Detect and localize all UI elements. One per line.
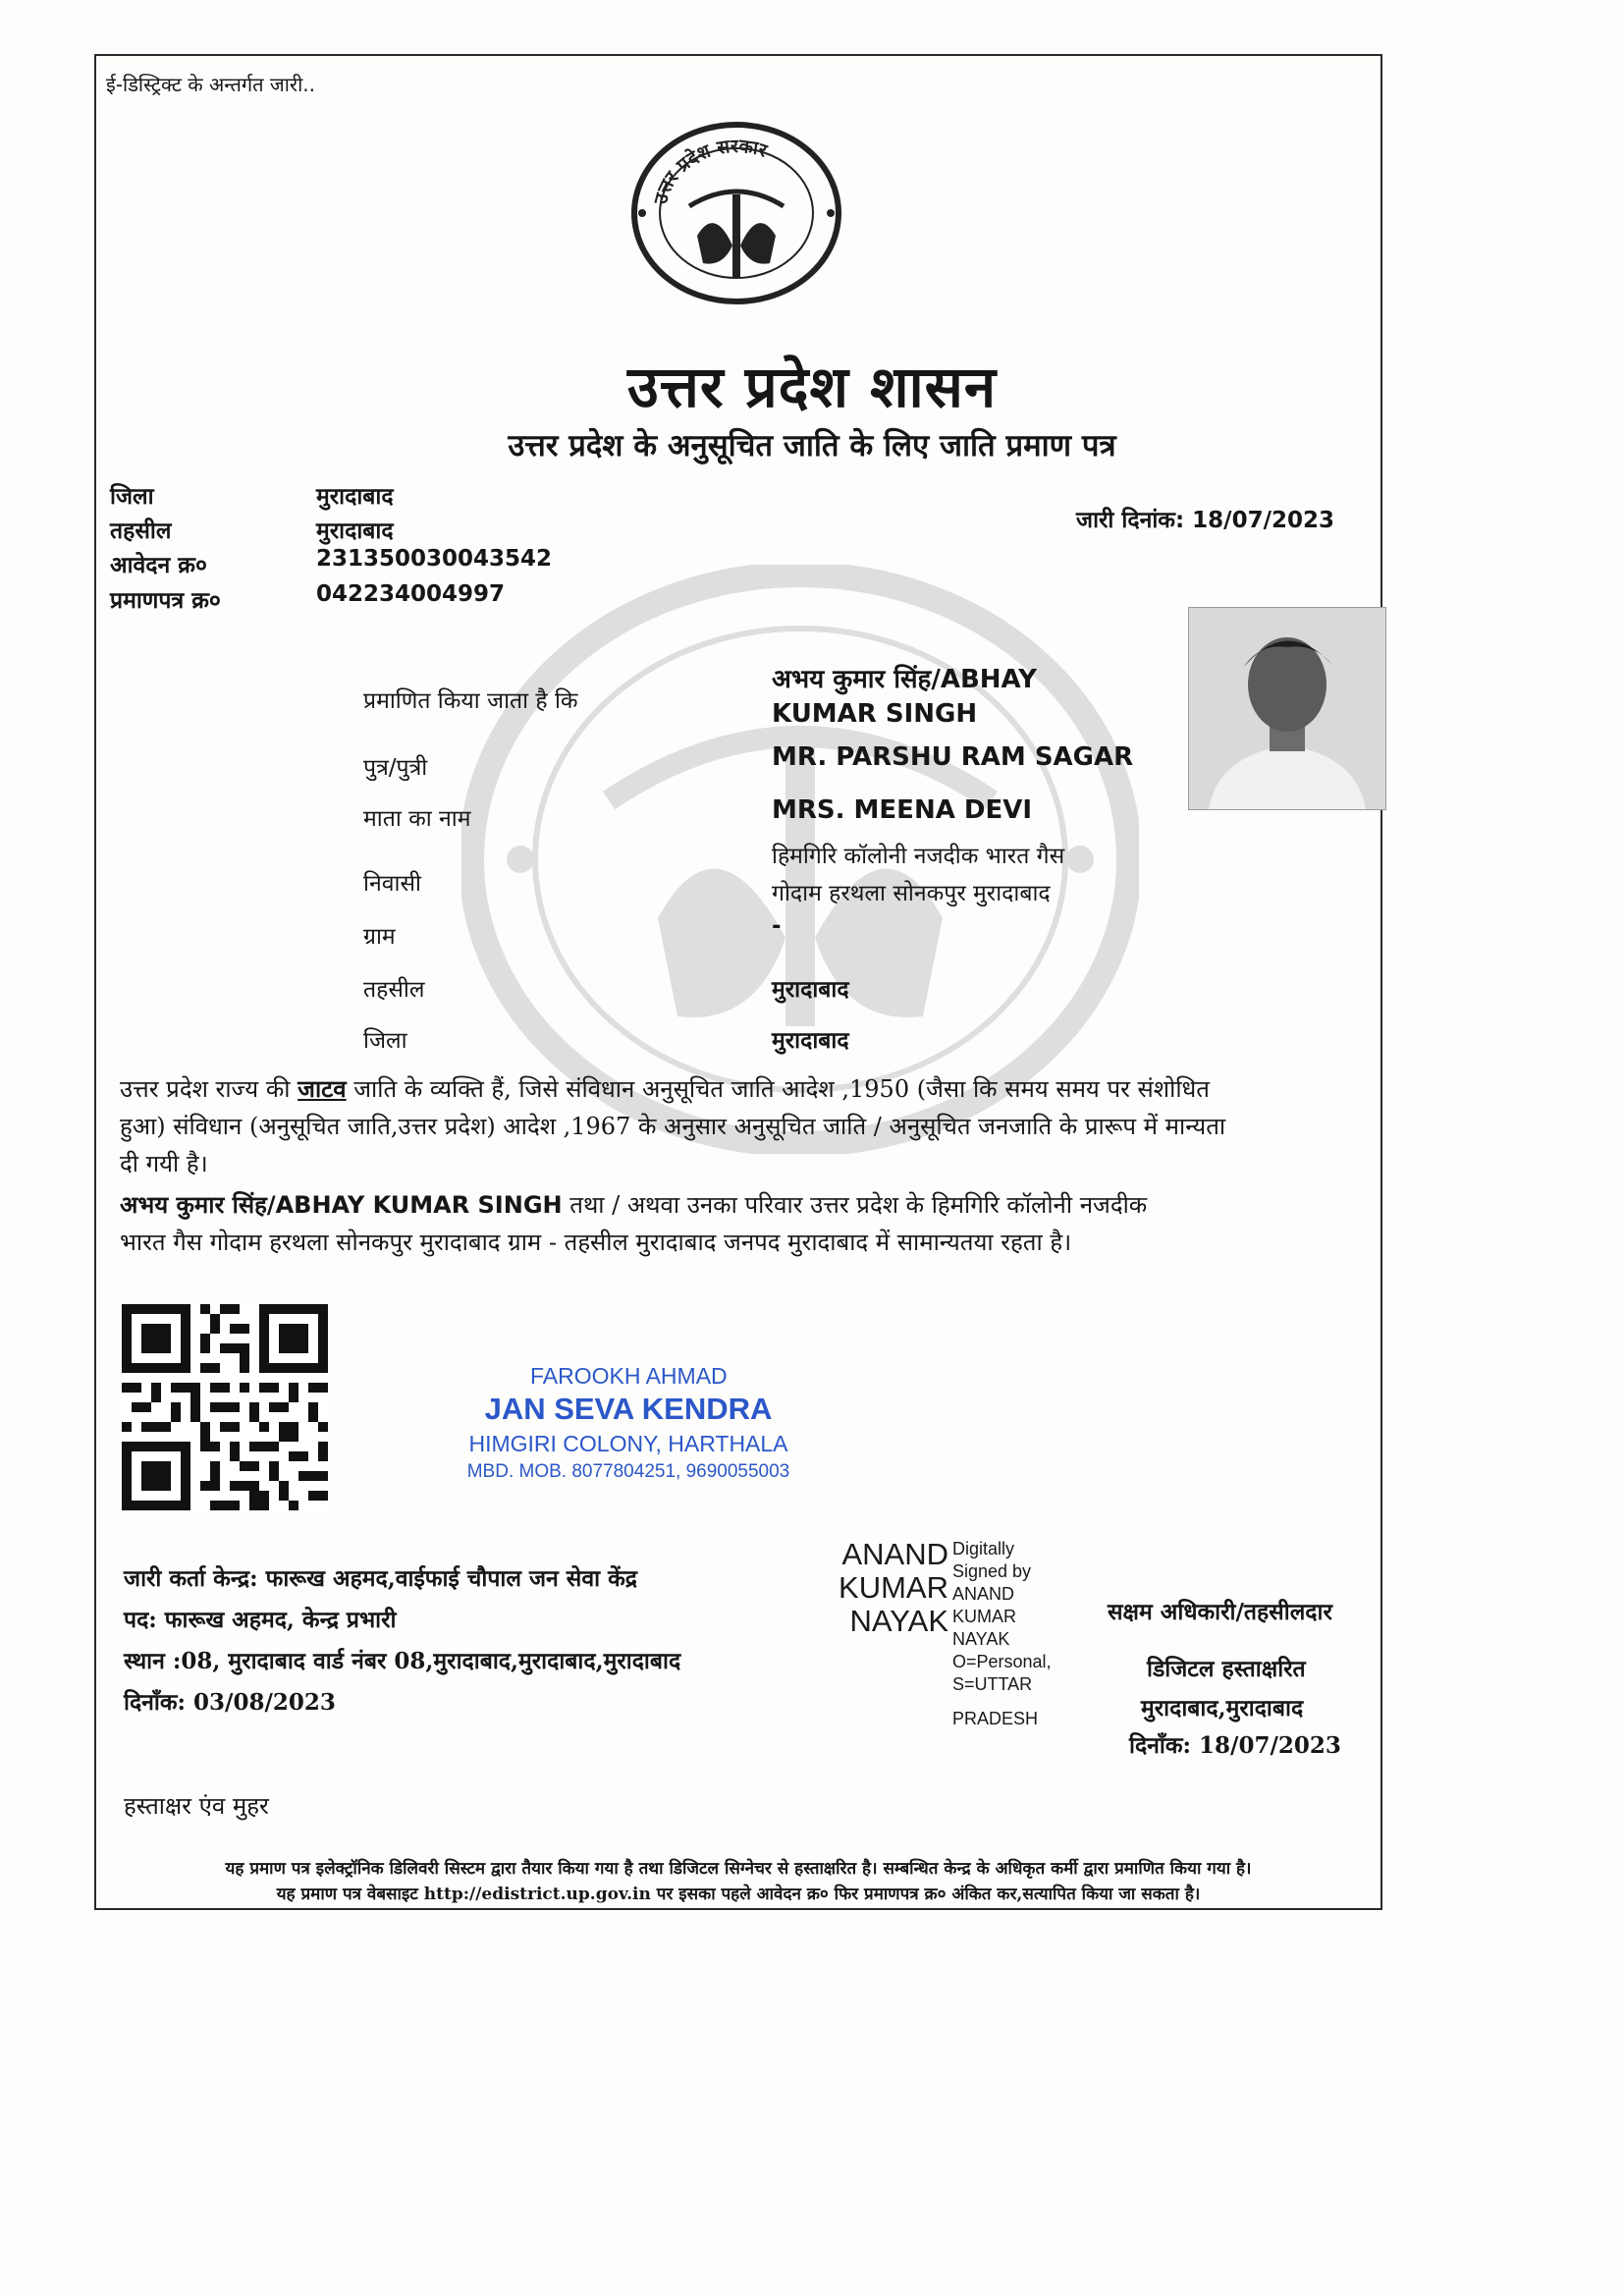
- resident-line1: हिमगिरि कॉलोनी नजदीक भारत गैस: [772, 844, 1065, 869]
- dsig-line8: PRADESH: [952, 1709, 1039, 1728]
- emblem-text: उत्तर प्रदेश सरकार: [649, 135, 770, 207]
- details-district-value: मुरादाबाद: [772, 1028, 849, 1054]
- district-value: मुरादाबाद: [316, 484, 394, 510]
- dsig-line6: O=Personal,: [952, 1652, 1052, 1671]
- caste-paragraph: [120, 1070, 1386, 1182]
- up-government-emblem-icon: [628, 120, 844, 306]
- dsig-line1: Digitally: [952, 1539, 1015, 1558]
- application-number-label: आवेदन क्र०: [110, 553, 207, 578]
- residence-paragraph: [120, 1186, 1386, 1261]
- stamp-line1: FAROOKH AHMAD: [530, 1363, 728, 1389]
- application-number-value: 231350030043542: [316, 546, 553, 572]
- digital-signer-name-line1: ANAND: [841, 1537, 948, 1571]
- issuing-centre: जारी कर्ता केन्द्र: फारूख अहमद,वाईफाई चौपाल जन सेवा केंद्र: [124, 1565, 637, 1592]
- dsig-line4: KUMAR: [952, 1607, 1017, 1626]
- authority-place: मुरादाबाद,मुरादाबाद: [1141, 1695, 1304, 1722]
- digital-signer-name: [833, 1538, 948, 1638]
- government-title: उत्तर प्रदेश शासन: [626, 354, 998, 420]
- digital-signer-name-line2: KUMAR: [839, 1570, 948, 1605]
- digital-signer-name-line3: NAYAK: [849, 1604, 948, 1638]
- issue-date: [1076, 503, 1334, 534]
- tehsil-label: तहसील: [110, 519, 172, 544]
- certificate-number-label: प्रमाणपत्र क्र०: [110, 588, 221, 614]
- caste-paragraph-rest: जाति के व्यक्ति हैं, जिसे संविधान अनुसूचित जाति आदेश ,1950 (जैसा कि समय समय पर संशोधित: [353, 1075, 1210, 1103]
- digital-signature-details: [952, 1538, 1052, 1730]
- mother-label: माता का नाम: [363, 806, 471, 832]
- competent-authority: सक्षम अधिकारी/तहसीलदार: [1108, 1599, 1332, 1625]
- village-value: -: [772, 913, 782, 939]
- applicant-name-line2: KUMAR SINGH: [772, 699, 978, 729]
- child-of-label: पुत्र/पुत्री: [363, 755, 428, 781]
- caste-name: जाटव: [298, 1074, 347, 1103]
- issuer-post: पद: फारूख अहमद, केन्द्र प्रभारी: [124, 1607, 397, 1633]
- certificate-number-value: 042234004997: [316, 581, 506, 607]
- signature-and-seal-label: हस्ताक्षर एंव मुहर: [124, 1792, 269, 1820]
- stamp-line3: HIMGIRI COLONY, HARTHALA: [468, 1431, 788, 1456]
- applicant-photo: [1188, 607, 1386, 810]
- qr-code-icon: [121, 1304, 329, 1510]
- footer-note-line1: यह प्रमाण पत्र इलेक्ट्रॉनिक डिलिवरी सिस्टम द्वारा तैयार किया गया है तथा डिजिटल सिग्नेचर से हस्ताक्षरित है। सम्बन्धित केन्द्र के अधिकृत कर्मी द्वारा प्रमाणित किया गया है।: [225, 1859, 1252, 1879]
- dsig-line3: ANAND: [952, 1584, 1015, 1604]
- tehsil-value: मुरादाबाद: [316, 519, 394, 544]
- caste-paragraph-line2: हुआ) संविधान (अनुसूचित जाति,उत्तर प्रदेश) आदेश ,1967 के अनुसार अनुसूचित जाति / अनुसूचित जनजाति के प्रारूप में मान्यता: [120, 1113, 1226, 1140]
- dsig-line2: Signed by: [952, 1561, 1032, 1581]
- resident-label: निवासी: [363, 871, 421, 897]
- jan-seva-kendra-stamp: [432, 1363, 825, 1483]
- issued-under-note: ई-डिस्ट्रिक्ट के अन्तर्गत जारी..: [106, 73, 315, 96]
- district-label: जिला: [110, 484, 154, 510]
- certificate-title: उत्तर प्रदेश के अनुसूचित जाति के लिए जाति प्रमाण पत्र: [508, 428, 1116, 464]
- residence-paragraph-line2: भारत गैस गोदाम हरथला सोनकपुर मुरादाबाद ग्राम - तहसील मुरादाबाद जनपद मुरादाबाद में सामान्यतया रहता है।: [120, 1229, 1072, 1256]
- village-label: ग्राम: [363, 924, 396, 950]
- issue-date-label: जारी दिनांक:: [1076, 508, 1185, 533]
- stamp-line4: MBD. MOB. 8077804251, 9690055003: [466, 1461, 790, 1482]
- dsig-line7: S=UTTAR: [952, 1674, 1033, 1694]
- applicant-name-line1: अभय कुमार सिंह/ABHAY: [772, 665, 1037, 694]
- digitally-signed-label: डिजिटल हस्ताक्षरित: [1147, 1656, 1306, 1682]
- details-tehsil-value: मुरादाबाद: [772, 977, 849, 1003]
- certified-label: प्रमाणित किया जाता है कि: [363, 688, 578, 714]
- caste-paragraph-line3: दी गयी है।: [120, 1150, 208, 1177]
- issuer-place: स्थान :08, मुरादाबाद वार्ड नंबर 08,मुरादाबाद,मुरादाबाद,मुरादाबाद: [124, 1648, 681, 1674]
- issue-date-value: 18/07/2023: [1192, 508, 1334, 533]
- details-district-label: जिला: [363, 1028, 407, 1054]
- mother-name: MRS. MEENA DEVI: [772, 795, 1033, 825]
- residence-applicant-name: अभय कुमार सिंह/ABHAY KUMAR SINGH: [120, 1191, 563, 1219]
- residence-paragraph-start: तथा / अथवा उनका परिवार उत्तर प्रदेश के हिमगिरि कॉलोनी नजदीक: [569, 1191, 1148, 1219]
- dsig-line5: NAYAK: [952, 1629, 1010, 1649]
- authority-date: दिनाँक: 18/07/2023: [1129, 1732, 1341, 1759]
- father-name: MR. PARSHU RAM SAGAR: [772, 742, 1134, 772]
- stamp-line2: JAN SEVA KENDRA: [484, 1392, 773, 1426]
- footer-note-line2: यह प्रमाण पत्र वेबसाइट http://edistrict.up.gov.in पर इसका पहले आवेदन क्र० फिर प्रमाणपत्र क्र० अंकित कर,सत्यापित किया जा सकता है।: [276, 1885, 1201, 1904]
- resident-line2: गोदाम हरथला सोनकपुर मुरादाबाद: [772, 881, 1051, 906]
- details-tehsil-label: तहसील: [363, 977, 425, 1003]
- issuer-date: दिनाँक: 03/08/2023: [124, 1689, 336, 1716]
- caste-paragraph-start: उत्तर प्रदेश राज्य की: [120, 1075, 291, 1103]
